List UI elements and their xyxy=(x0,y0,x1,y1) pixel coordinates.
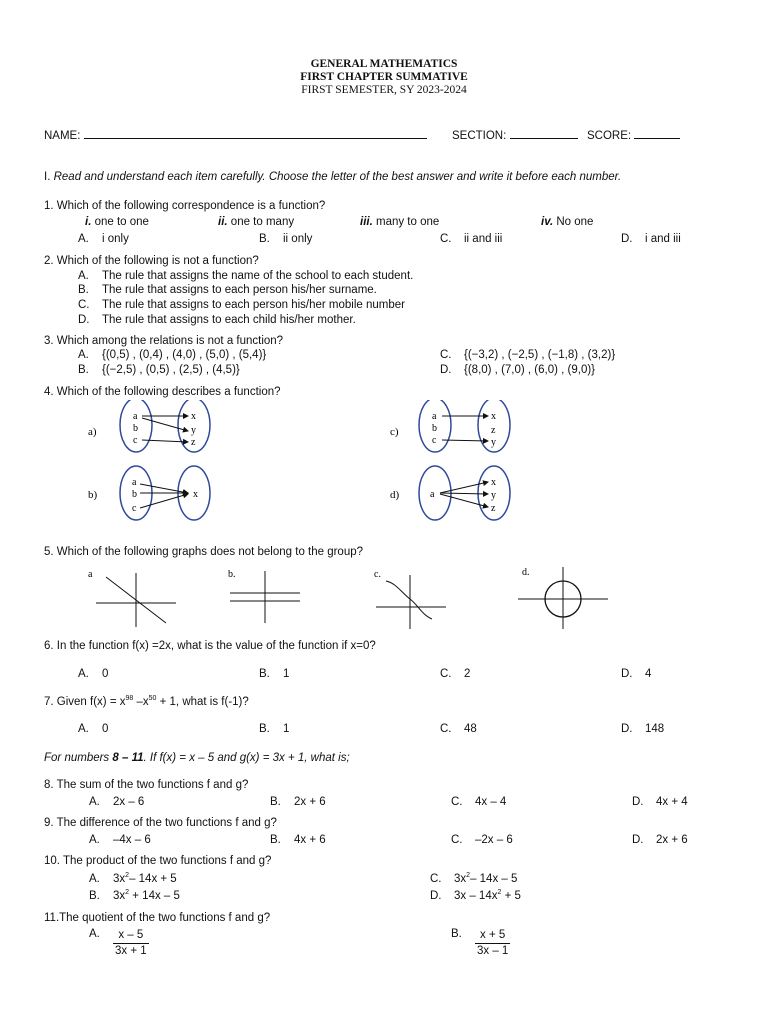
q7-option-c[interactable]: C. 48 xyxy=(440,723,477,735)
q3-option-d[interactable]: D. {(8,0) , (7,0) , (6,0) , (9,0)} xyxy=(440,364,596,376)
q8-option-b[interactable]: B. 2x + 6 xyxy=(270,796,326,808)
svg-text:b: b xyxy=(132,489,137,500)
q1-option-b[interactable]: B. ii only xyxy=(259,233,313,245)
svg-text:c.: c. xyxy=(374,569,381,580)
section-blank[interactable] xyxy=(510,127,578,139)
q9-option-a[interactable]: A. –4x – 6 xyxy=(89,834,151,846)
q8-option-d[interactable]: D. 4x + 4 xyxy=(632,796,688,808)
score-blank[interactable] xyxy=(634,127,680,139)
q10-option-b[interactable]: B. $3x^2 + 14x - 5$ xyxy=(89,889,180,902)
q10-option-a[interactable]: A. $3x^2-$ 14x + 5 xyxy=(89,872,177,885)
mapping-diagrams xyxy=(80,400,460,540)
diagram-b-label: b) xyxy=(88,489,98,501)
svg-text:d.: d. xyxy=(522,567,530,578)
svg-text:y: y xyxy=(491,490,496,501)
title-line-3: FIRST SEMESTER, SY 2023-2024 xyxy=(301,84,467,96)
q1-choice-ii: ii. one to many xyxy=(218,216,295,228)
q1-choice-iii: iii. many to one xyxy=(360,216,440,228)
graph-b xyxy=(228,569,300,623)
score-label: SCORE: xyxy=(587,130,632,142)
instructions xyxy=(44,171,621,183)
q10-option-d[interactable]: D. $3x - 14x^2 + 5$ xyxy=(430,889,521,902)
diagram-d-label: d) xyxy=(390,489,400,501)
svg-text:y: y xyxy=(191,425,196,436)
q2-option-b[interactable]: B. The rule that assigns to each person his/her surname. xyxy=(78,284,377,296)
diagram-c-label: c) xyxy=(390,426,399,438)
svg-text:c: c xyxy=(132,503,137,514)
q7-option-b[interactable]: B. 1 xyxy=(259,723,290,735)
score-field[interactable] xyxy=(587,127,680,142)
q2-option-c[interactable]: C. The rule that assigns to each person his/her mobile number xyxy=(78,299,405,311)
q2-option-a[interactable]: A. The rule that assigns the name of the school to each student. xyxy=(78,270,414,282)
svg-text:z: z xyxy=(491,425,496,436)
name-field[interactable] xyxy=(44,127,427,142)
question-1: 1. Which of the following correspondence is a function? xyxy=(44,200,326,212)
q3-option-c[interactable]: C. {(−3,2) , (−2,5) , (−1,8) , (3,2)} xyxy=(440,349,616,361)
question-3: 3. Which among the relations is not a function? xyxy=(44,335,284,347)
q8-option-c[interactable]: C. 4x – 4 xyxy=(451,796,507,808)
q11-b-fraction: $\frac{x + 5}{3x - 1}$ xyxy=(477,929,509,957)
svg-text:x: x xyxy=(191,411,196,422)
question-2: 2. Which of the following is not a function? xyxy=(44,255,259,267)
question-9: 9. The difference of the two functions f and g? xyxy=(44,817,277,829)
q8-option-a[interactable]: A. 2x – 6 xyxy=(89,796,145,808)
q6-option-b[interactable]: B. 1 xyxy=(259,668,290,680)
question-5: 5. Which of the following graphs does not belong to the group? xyxy=(44,546,364,558)
question-11: 11.The quotient of the two functions f and g? xyxy=(44,912,271,924)
svg-text:a: a xyxy=(432,411,437,422)
q1-option-a[interactable]: A. i only xyxy=(78,233,129,245)
q6-option-d[interactable]: D. 4 xyxy=(621,668,652,680)
svg-text:x: x xyxy=(491,477,496,488)
q3-option-a[interactable]: A. {(0,5) , (0,4) , (4,0) , (5,0) , (5,4)} xyxy=(78,349,267,361)
svg-text:a: a xyxy=(132,477,137,488)
diagram-a-label: a) xyxy=(88,426,97,438)
svg-text:a: a xyxy=(430,489,435,500)
section-field[interactable] xyxy=(452,127,578,142)
question-8: 8. The sum of the two functions f and g? xyxy=(44,779,249,791)
note-8-11: For numbers 8 – 11. If f(x) = x – 5 and g(x) = 3x + 1, what is; xyxy=(44,752,350,764)
title-line-2: FIRST CHAPTER SUMMATIVE xyxy=(300,71,468,83)
q6-option-a[interactable]: A. 0 xyxy=(78,668,109,680)
q2-option-d[interactable]: D. The rule that assigns to each child his/her mother. xyxy=(78,314,356,326)
q7-option-a[interactable]: A. 0 xyxy=(78,723,109,735)
svg-text:a: a xyxy=(133,411,138,422)
svg-text:c: c xyxy=(133,435,138,446)
svg-text:b: b xyxy=(432,423,437,434)
question-7: 7. Given $f(x) = x^{98}$ $-x^{50} + 1$, what is f(-1)? xyxy=(44,695,249,708)
name-label: NAME: xyxy=(44,130,81,142)
svg-text:z: z xyxy=(191,437,196,448)
name-blank[interactable] xyxy=(84,127,427,139)
q9-option-b[interactable]: B. 4x + 6 xyxy=(270,834,326,846)
q10-option-c[interactable]: C. $3x^2-$ 14x – 5 xyxy=(430,872,518,885)
q1-choice-i: i. one to one xyxy=(85,216,149,228)
graph-c xyxy=(374,569,446,629)
svg-text:a: a xyxy=(88,569,93,580)
q9-option-d[interactable]: D. 2x + 6 xyxy=(632,834,688,846)
graphs-row xyxy=(80,565,620,630)
diagram-b xyxy=(88,466,210,520)
svg-text:c: c xyxy=(432,435,437,446)
diagram-a xyxy=(88,400,210,452)
title-line-1: GENERAL MATHEMATICS xyxy=(310,58,458,70)
svg-text:x: x xyxy=(193,489,198,500)
q11-option-b[interactable]: B. $\frac{x + 5}{3x - 1}$ xyxy=(451,928,509,957)
q11-option-a[interactable]: A. $\frac{x - 5}{3x + 1}$ xyxy=(89,928,147,957)
q1-choice-iv: iv. No one xyxy=(541,216,594,228)
section-label: SECTION: xyxy=(452,130,507,142)
q7-option-d[interactable]: D. 148 xyxy=(621,723,665,735)
q1-option-c[interactable]: C. ii and iii xyxy=(440,233,503,245)
svg-text:y: y xyxy=(491,437,496,448)
svg-text:b.: b. xyxy=(228,569,236,580)
q1-option-d[interactable]: D. i and iii xyxy=(621,233,681,245)
mapping-arrows-right xyxy=(430,400,500,540)
svg-text:x: x xyxy=(491,411,496,422)
question-10: 10. The product of the two functions f and g? xyxy=(44,855,272,867)
question-4: 4. Which of the following describes a function? xyxy=(44,386,281,398)
instructions-text: Read and understand each item carefully. Choose the letter of the best answer and write it before each number. xyxy=(53,171,622,183)
instructions-roman: I. xyxy=(44,171,51,183)
q3-option-b[interactable]: B. {(−2,5) , (0,5) , (2,5) , (4,5)} xyxy=(78,364,240,376)
graph-a xyxy=(88,569,176,627)
question-6: 6. In the function f(x) =2x, what is the value of the function if x=0? xyxy=(44,640,376,652)
graph-d xyxy=(518,567,608,629)
q11-a-fraction: $\frac{x - 5}{3x + 1}$ xyxy=(115,929,147,957)
q6-option-c[interactable]: C. 2 xyxy=(440,668,471,680)
q9-option-c[interactable]: C. –2x – 6 xyxy=(451,834,513,846)
svg-text:b: b xyxy=(133,423,138,434)
svg-text:z: z xyxy=(491,503,496,514)
